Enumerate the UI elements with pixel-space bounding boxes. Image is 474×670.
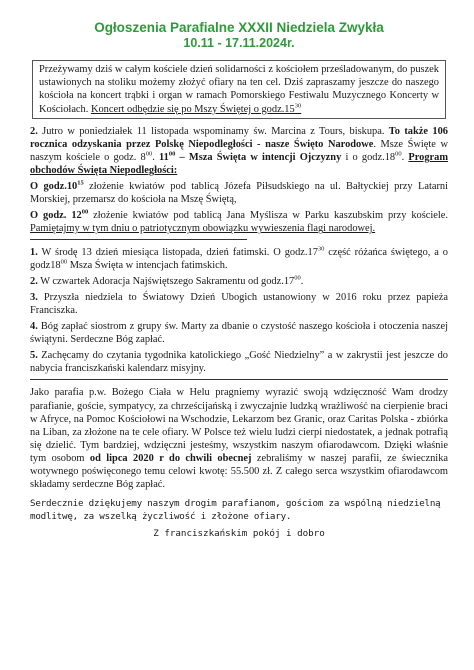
page-title: Ogłoszenia Parafialne XXXII Niedziela Zwykła (94, 20, 384, 35)
bold-text: O godz. 12 (30, 210, 82, 222)
concert-time-text: Koncert odbędzie się po Mszy Świętej o godz.15 (90, 103, 295, 115)
text: Zachęcamy do czytania tygodnika katolickiego „Gość Niedzielny” a w zakrystii jest jeszcze do nabycia franciszkański kalendarz misyjny. (30, 350, 448, 375)
sup: 00 (395, 150, 402, 158)
text: i o godz.18 (341, 152, 396, 163)
notice-item (30, 291, 448, 317)
sup: 00 (145, 150, 153, 158)
notice-number: 2. (30, 275, 38, 287)
notice-item (30, 349, 448, 375)
text: Msza Święta w intencjach fatimskich. (67, 259, 228, 271)
thanks-paragraph (30, 386, 448, 491)
sup: 00 (294, 274, 301, 282)
concert-time (91, 104, 301, 115)
flag-reminder: Pamiętajmy w tym dniu o patriotycznym obowiązku wywieszenia flagi narodowej. (30, 223, 376, 235)
notice-number: 4. (30, 321, 38, 333)
notice-item (30, 275, 448, 288)
program-item-2 (30, 209, 448, 235)
bold-text: – Msza Święta w intencji Ojczyzny (175, 152, 342, 163)
text: . (401, 152, 409, 163)
notice-number: 3. (30, 291, 38, 303)
divider (30, 379, 448, 380)
notice-number: 1. (30, 246, 38, 258)
bold-text: od lipca 2020 r do chwili obecnej (89, 452, 252, 464)
notice-independence (30, 125, 448, 177)
sup: 30 (317, 245, 325, 253)
text: . (300, 275, 304, 287)
text: Jutro w poniedziałek 11 listopada wspominamy św. Marcina z Tours, biskupa. (37, 125, 389, 137)
text: złożenie kwiatów pod tablicą Józefa Piłsudskiego na ul. Bałtyckiej przy Latarni Morskiej, przemarsz do kościoła na Mszę Świętą, (30, 181, 448, 206)
notice-number: 5. (30, 350, 38, 362)
text: . Msze Święte w naszym kościele o godz. 8 (30, 138, 448, 163)
text: Jako parafia p.w. Bożego Ciała w Helu pragniemy wyrazić swoją wdzięczność Wam drodzy parafianie, goście, sympatycy, za chrześcijańską i zwyczajnie ludzką wrażliwość na cierpienie braci w Afryce, na Pomoc Kościołowi na Wschodzie, Lekarzom bez Granic, oraz Caritas Polska - zbiórka na Liban, za złożone na te cele ofiary. W Polsce też wielu ludzi cierpi niedostatek, a jednak potrafią się dzielić. Tym bardziej, wdzięczni jesteśmy, wszystkim naszym ofiarodawcom. Dzięki właśnie tym osobom (30, 387, 448, 464)
program-item-1 (30, 180, 448, 206)
sup: 00 (60, 258, 68, 266)
intro-text: Przeżywamy dziś w całym kościele dzień solidarności z kościołem prześladowanym, do puszek ustawionych na stoliku możemy złożyć ofiary na ten cel. Dziś zapraszamy jeszcze do naszego kościoła na koncert trąbki i organ w ramach Pomorskiego Festiwalu Muzycznego Koncerty w Kościołach. (39, 64, 439, 115)
notice-item (30, 320, 448, 346)
text: W środę 13 dzień miesiąca listopada, dzień fatimski. O godz.17 (37, 246, 318, 258)
sup: 00 (81, 208, 89, 216)
text: Przyszła niedziela to Światowy Dzień Ubogich ustanowiony w 2016 roku przez papieża Franciszka. (30, 291, 448, 316)
text: . (152, 152, 160, 163)
program-heading: Program obchodów Święta Niepodległości: (30, 152, 449, 177)
date-range: 10.11 - 17.11.2024r. (183, 36, 295, 50)
divider (30, 239, 247, 240)
closing-blessing: Z franciszkańskim pokój i dobro (153, 528, 325, 540)
text: zebraliśmy w naszej parafii, ze świecznika wotywnego poświęconego temu celowi kwotę: 55.500 zł. Z całego serca wszystkim ofiarodawcom składamy serdeczne Bóg zapłać. (30, 452, 449, 491)
text: złożenie kwiatów pod tablicą Jana Myślisza w Parku kaszubskim przy kościele. (88, 210, 448, 222)
bold-text: To także 106 rocznica odzyskania przez Polskę Niepodległości - nasze Święto Narodowe (30, 125, 448, 150)
text: W czwartek Adoracja Najświętszego Sakramentu od godz.17 (37, 275, 295, 287)
text: część różańca świętego, a o godz18 (30, 246, 448, 271)
notice-number: 2. (30, 125, 38, 137)
bold-text: O godz.10 (30, 181, 78, 193)
notice-item (30, 246, 448, 272)
closing-thanks: Serdecznie dziękujemy naszym drogim parafianom, gościom za wspólną niedzielną modlitwę, za wszelką życzliwość i złożone ofiary. (30, 498, 441, 523)
sup: 00 (168, 150, 176, 158)
intro-box (32, 60, 446, 119)
text: Bóg zapłać siostrom z grupy św. Marty za dbanie o czystość naszego kościoła i otoczenia naszej świątyni. Serdeczne Bóg zapłać. (30, 321, 448, 346)
sup: 15 (77, 179, 84, 187)
concert-time-sup: 30 (294, 102, 302, 110)
bold-text: 11 (159, 152, 169, 163)
